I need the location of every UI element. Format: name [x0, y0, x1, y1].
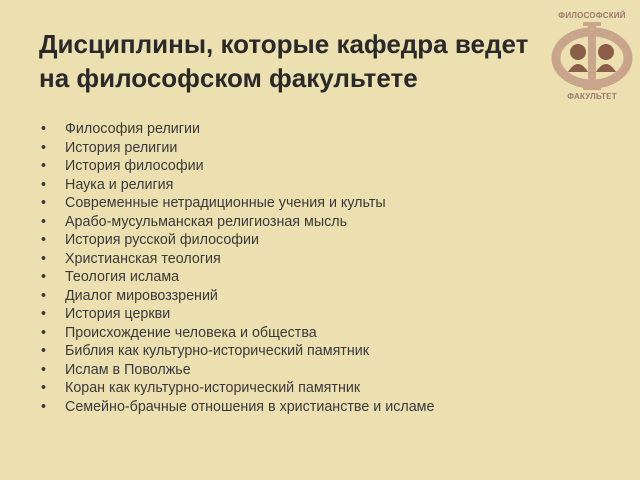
list-item: • Христианская теология — [38, 250, 434, 269]
list-item: • Наука и религия — [38, 176, 434, 195]
list-item: • Ислам в Поволжье — [38, 361, 434, 380]
faculty-logo — [548, 8, 636, 104]
list-item: • История церкви — [38, 305, 434, 324]
logo-bottom-text: ФАКУЛЬТЕТ — [567, 92, 617, 101]
list-item: • История русской философии — [38, 231, 434, 250]
logo-top-text: ФИЛОСОФСКИЙ — [558, 11, 626, 20]
phi-emblem-icon — [548, 20, 636, 92]
slide-title-line-1: Дисциплины, которые кафедра ведет — [39, 29, 529, 59]
list-item: • Коран как культурно-исторический памятник — [38, 379, 434, 398]
list-item: • Философия религии — [38, 120, 434, 139]
list-item: • Арабо-мусульманская религиозная мысль — [38, 213, 434, 232]
list-item: • История философии — [38, 157, 434, 176]
list-item: • Диалог мировоззрений — [38, 287, 434, 306]
slide-title — [39, 27, 559, 95]
list-item: • Теология ислама — [38, 268, 434, 287]
list-item: • История религии — [38, 139, 434, 158]
list-item: • Современные нетрадиционные учения и культы — [38, 194, 434, 213]
slide-title-line-2: на философском факультете — [39, 63, 418, 93]
list-item: • Происхождение человека и общества — [38, 324, 434, 343]
list-item: • Библия как культурно-исторический памятник — [38, 342, 434, 361]
disciplines-list — [38, 120, 434, 416]
list-item: • Семейно-брачные отношения в христианстве и исламе — [38, 398, 434, 417]
